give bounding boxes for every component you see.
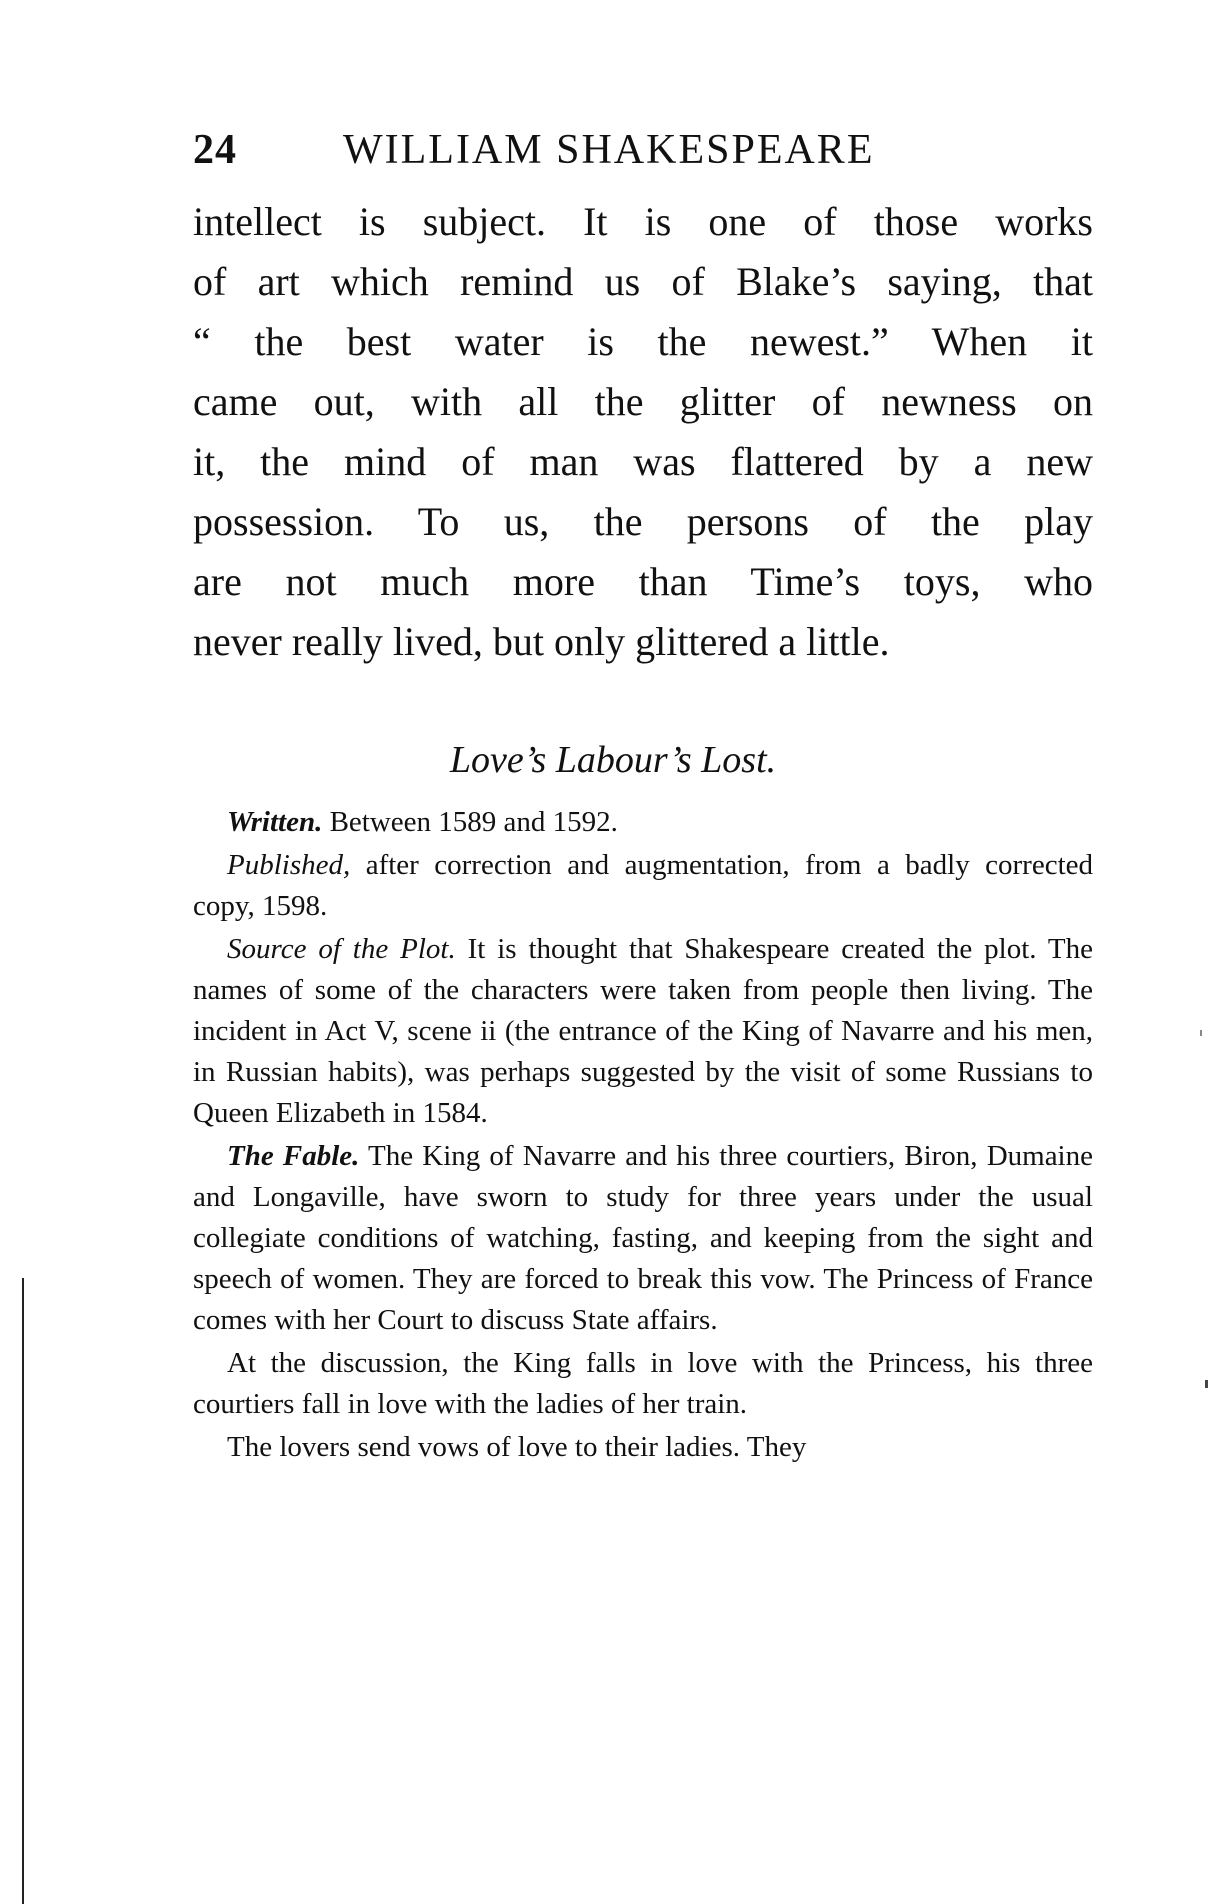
- intro-line: possession. To us, the persons of the play: [193, 499, 1093, 544]
- scan-margin-line: [22, 1278, 24, 1904]
- note-written: [193, 802, 1093, 843]
- note-label-written: Written.: [227, 806, 323, 838]
- note-text-published: after correction and augmentation, from a badly corrected copy, 1598.: [193, 849, 1093, 922]
- intro-line: “ the best water is the newest.” When it: [193, 319, 1093, 364]
- intro-line: it, the mind of man was flattered by a new: [193, 439, 1093, 484]
- intro-line: came out, with all the glitter of newness on: [193, 379, 1093, 424]
- note-label-fable: The Fable.: [227, 1140, 360, 1172]
- scan-speck: [1205, 1380, 1208, 1388]
- note-text-written: Between 1589 and 1592.: [322, 806, 618, 838]
- note-fable: [193, 1136, 1093, 1341]
- page-number: 24: [193, 127, 237, 173]
- play-notes: [193, 802, 1093, 1468]
- intro-line: intellect is subject. It is one of those works: [193, 199, 1093, 244]
- note-source: [193, 929, 1093, 1134]
- note-text-source: It is thought that Shakespeare created the plot. The names of some of the characters were taken from people then living. The incident in Act V, scene ii (the entrance of the King of Navarre and his men, in Russian habits), was perhaps suggested by the visit of some Russians to Queen Elizabeth in 1584.: [193, 933, 1093, 1129]
- page-header: [193, 120, 1093, 180]
- note-published: [193, 845, 1093, 927]
- book-page: [193, 120, 1093, 1470]
- running-title: WILLIAM SHAKESPEARE: [343, 127, 875, 173]
- section-title: Love’s Labour’s Lost.: [449, 739, 777, 781]
- note-label-source: Source of the Plot.: [227, 933, 456, 965]
- intro-line: of art which remind us of Blake’s saying, that: [193, 259, 1093, 304]
- scan-speck: [1200, 1030, 1202, 1036]
- note-label-published: Published,: [227, 849, 351, 881]
- intro-line: are not much more than Time’s toys, who: [193, 559, 1093, 604]
- note-lovers: The lovers send vows of love to their ladies. They: [227, 1431, 807, 1463]
- note-text-fable: The King of Navarre and his three courtiers, Biron, Dumaine and Longaville, have sworn to study for three years under the usual collegiate conditions of watching, fasting, and keeping from the sight and speech of women. They are forced to break this vow. The Princess of France comes with her Court to discuss State affairs.: [193, 1140, 1093, 1336]
- intro-line: never really lived, but only glittered a little.: [193, 619, 890, 664]
- intro-paragraph: [193, 192, 1093, 672]
- note-discussion: At the discussion, the King falls in love with the Princess, his three courtiers fall in love with the ladies of her train.: [193, 1347, 1093, 1420]
